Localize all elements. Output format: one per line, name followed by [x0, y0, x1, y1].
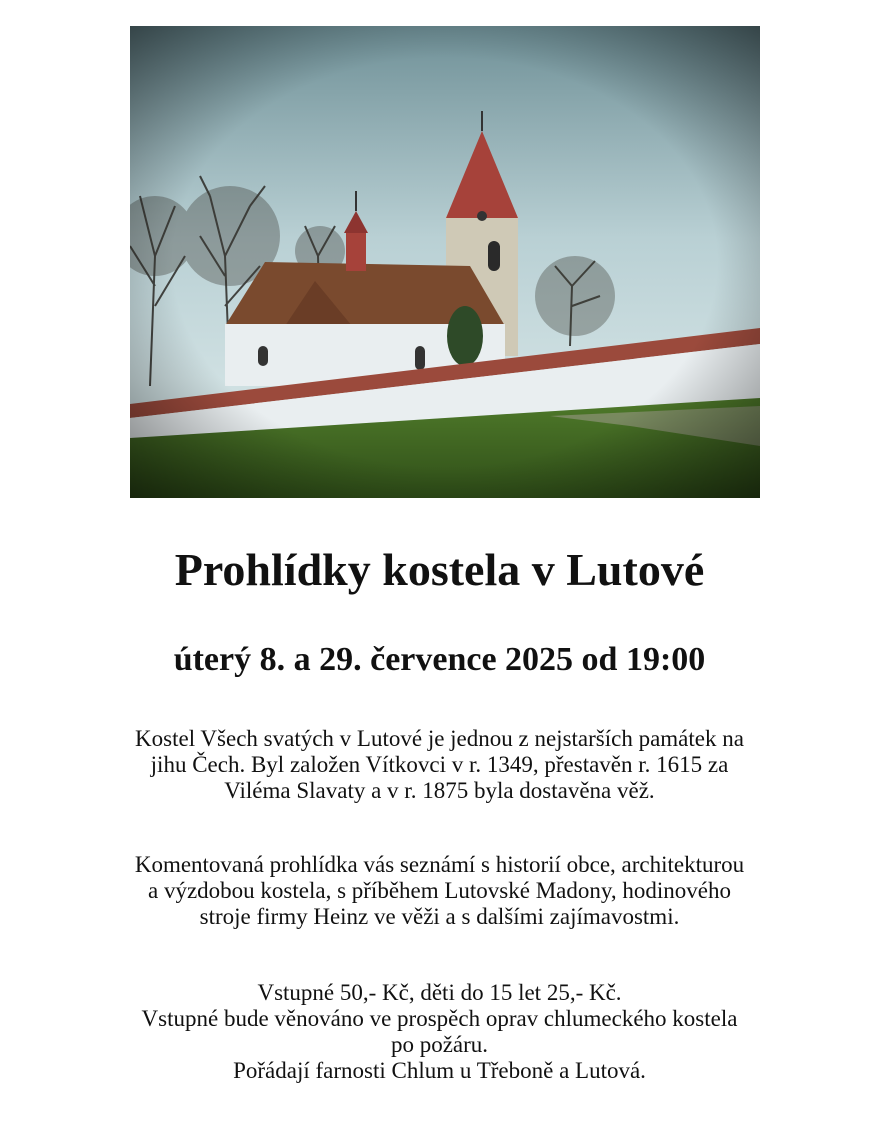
event-date: úterý 8. a 29. července 2025 od 19:00: [173, 641, 706, 678]
text-line: a výzdobou kostela, s příběhem Lutovské Madony, hodinového: [148, 878, 731, 903]
text-line: Kostel Všech svatých v Lutové je jednou z nejstarších památek na: [135, 726, 744, 751]
organizers: Pořádají farnosti Chlum u Třeboně a Lutová.: [233, 1058, 646, 1083]
admission-paragraph: [40, 980, 839, 1084]
text-line: Viléma Slavaty a v r. 1875 byla dostavěna věž.: [224, 778, 655, 803]
tour-description-paragraph: [40, 852, 839, 930]
donation-note: Vstupné bude věnováno ve prospěch oprav chlumeckého kostela: [141, 1006, 738, 1031]
admission-price: Vstupné 50,- Kč, děti do 15 let 25,- Kč.: [257, 980, 622, 1005]
text-line: stroje firmy Heinz ve věži a s dalšími zajímavostmi.: [199, 904, 680, 929]
church-photo: [130, 26, 760, 498]
poster-title: Prohlídky kostela v Lutové: [174, 544, 705, 595]
text-line: Komentovaná prohlídka vás seznámí s historií obce, architekturou: [134, 852, 745, 877]
donation-note-continued: po požáru.: [390, 1032, 489, 1057]
history-paragraph: [40, 726, 839, 804]
text-line: jihu Čech. Byl založen Vítkovci v r. 1349, přestavěn r. 1615 za: [150, 752, 729, 777]
